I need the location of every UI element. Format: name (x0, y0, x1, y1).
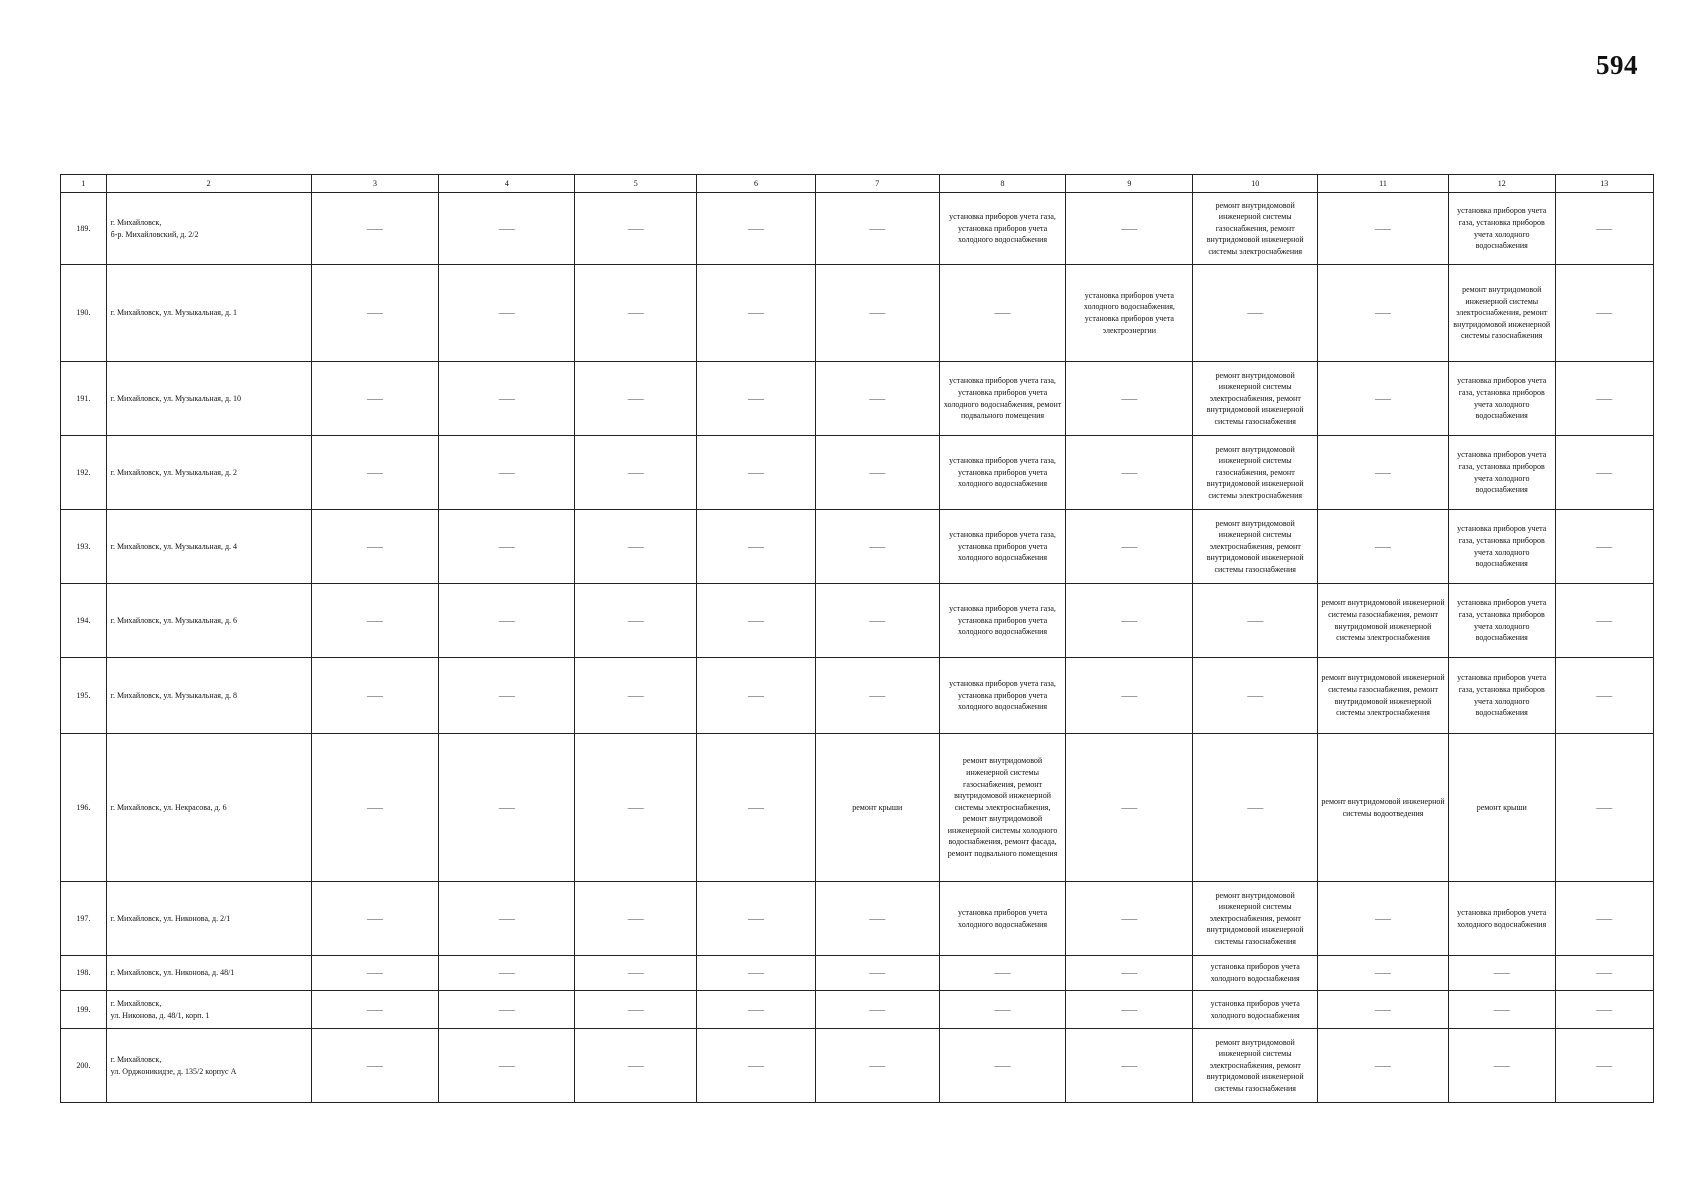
empty-dash-cell: —— (1066, 956, 1193, 991)
address-cell: г. Михайловск, ул. Музыкальная, д. 6 (106, 584, 311, 658)
empty-dash-cell: —— (1555, 956, 1654, 991)
empty-dash-cell: —— (439, 658, 575, 734)
empty-dash-cell: —— (1318, 882, 1449, 956)
empty-dash-cell: —— (1555, 882, 1654, 956)
empty-dash-cell: —— (697, 362, 816, 436)
empty-dash-cell: —— (1066, 734, 1193, 882)
work-description-cell: установка приборов учета газа, установка приборов учета холодного водоснабжения (1448, 584, 1555, 658)
empty-dash-cell: —— (1066, 362, 1193, 436)
empty-dash-cell: —— (815, 193, 939, 265)
table-container (60, 174, 1654, 1103)
table-row (61, 956, 1654, 991)
empty-dash-cell: —— (439, 193, 575, 265)
work-description-cell: установка приборов учета газа, установка приборов учета холодного водоснабжения, ремонт подвального помещения (939, 362, 1066, 436)
work-description-cell: установка приборов учета газа, установка приборов учета холодного водоснабжения (1448, 193, 1555, 265)
empty-dash-cell: —— (939, 956, 1066, 991)
empty-dash-cell: —— (815, 510, 939, 584)
empty-dash-cell: —— (439, 1029, 575, 1103)
work-description-cell: установка приборов учета газа, установка приборов учета холодного водоснабжения (1448, 510, 1555, 584)
empty-dash-cell: —— (311, 436, 439, 510)
table-row (61, 991, 1654, 1029)
data-table (60, 174, 1654, 1103)
work-description-cell: установка приборов учета холодного водоснабжения (1193, 956, 1318, 991)
row-number-cell: 191. (61, 362, 107, 436)
table-row (61, 193, 1654, 265)
table-row (61, 882, 1654, 956)
row-number-cell: 200. (61, 1029, 107, 1103)
empty-dash-cell: —— (575, 193, 697, 265)
empty-dash-cell: —— (575, 991, 697, 1029)
address-cell: г. Михайловск, б-р. Михайловский, д. 2/2 (106, 193, 311, 265)
column-header-10: 10 (1193, 175, 1318, 193)
empty-dash-cell: —— (439, 991, 575, 1029)
empty-dash-cell: —— (1555, 362, 1654, 436)
empty-dash-cell: —— (439, 882, 575, 956)
work-description-cell: ремонт внутридомовой инженерной системы газоснабжения, ремонт внутридомовой инженерной системы электроснабжения (1193, 193, 1318, 265)
empty-dash-cell: —— (697, 510, 816, 584)
empty-dash-cell: —— (1066, 193, 1193, 265)
empty-dash-cell: —— (575, 1029, 697, 1103)
empty-dash-cell: —— (1066, 436, 1193, 510)
empty-dash-cell: —— (311, 734, 439, 882)
column-header-9: 9 (1066, 175, 1193, 193)
empty-dash-cell: —— (939, 991, 1066, 1029)
table-row (61, 1029, 1654, 1103)
empty-dash-cell: —— (575, 584, 697, 658)
empty-dash-cell: —— (1555, 510, 1654, 584)
empty-dash-cell: —— (575, 362, 697, 436)
row-number-cell: 194. (61, 584, 107, 658)
empty-dash-cell: —— (815, 362, 939, 436)
work-description-cell: ремонт внутридомовой инженерной системы электроснабжения, ремонт внутридомовой инженерной системы газоснабжения (1193, 510, 1318, 584)
empty-dash-cell: —— (439, 584, 575, 658)
empty-dash-cell: —— (311, 1029, 439, 1103)
table-row (61, 265, 1654, 362)
empty-dash-cell: —— (1318, 956, 1449, 991)
column-header-11: 11 (1318, 175, 1449, 193)
empty-dash-cell: —— (815, 991, 939, 1029)
empty-dash-cell: —— (1448, 956, 1555, 991)
table-body (61, 193, 1654, 1103)
work-description-cell: ремонт внутридомовой инженерной системы газоснабжения, ремонт внутридомовой инженерной системы электроснабжения (1193, 436, 1318, 510)
work-description-cell: ремонт внутридомовой инженерной системы электроснабжения, ремонт внутридомовой инженерной системы газоснабжения (1193, 882, 1318, 956)
table-row (61, 510, 1654, 584)
empty-dash-cell: —— (1318, 193, 1449, 265)
empty-dash-cell: —— (697, 265, 816, 362)
empty-dash-cell: —— (1066, 991, 1193, 1029)
address-cell: г. Михайловск, ул. Музыкальная, д. 2 (106, 436, 311, 510)
work-description-cell: установка приборов учета газа, установка приборов учета холодного водоснабжения (1448, 658, 1555, 734)
empty-dash-cell: —— (815, 1029, 939, 1103)
empty-dash-cell: —— (1066, 882, 1193, 956)
empty-dash-cell: —— (311, 362, 439, 436)
row-number-cell: 189. (61, 193, 107, 265)
empty-dash-cell: —— (1555, 584, 1654, 658)
table-row (61, 734, 1654, 882)
address-cell: г. Михайловск, ул. Никонова, д. 48/1, корп. 1 (106, 991, 311, 1029)
column-header-6: 6 (697, 175, 816, 193)
work-description-cell: ремонт крыши (815, 734, 939, 882)
work-description-cell: установка приборов учета холодного водоснабжения (1193, 991, 1318, 1029)
empty-dash-cell: —— (1066, 510, 1193, 584)
table-row (61, 362, 1654, 436)
address-cell: г. Михайловск, ул. Музыкальная, д. 1 (106, 265, 311, 362)
empty-dash-cell: —— (1555, 265, 1654, 362)
empty-dash-cell: —— (311, 658, 439, 734)
work-description-cell: установка приборов учета газа, установка приборов учета холодного водоснабжения (1448, 362, 1555, 436)
work-description-cell: установка приборов учета газа, установка приборов учета холодного водоснабжения (939, 436, 1066, 510)
table-row (61, 436, 1654, 510)
empty-dash-cell: —— (1555, 658, 1654, 734)
empty-dash-cell: —— (439, 436, 575, 510)
work-description-cell: установка приборов учета холодного водоснабжения (1448, 882, 1555, 956)
empty-dash-cell: —— (1193, 734, 1318, 882)
column-header-7: 7 (815, 175, 939, 193)
column-header-8: 8 (939, 175, 1066, 193)
work-description-cell: установка приборов учета газа, установка приборов учета холодного водоснабжения (939, 584, 1066, 658)
empty-dash-cell: —— (1193, 584, 1318, 658)
work-description-cell: установка приборов учета газа, установка приборов учета холодного водоснабжения (939, 658, 1066, 734)
empty-dash-cell: —— (1318, 1029, 1449, 1103)
empty-dash-cell: —— (697, 436, 816, 510)
empty-dash-cell: —— (1318, 991, 1449, 1029)
empty-dash-cell: —— (1318, 436, 1449, 510)
address-cell: г. Михайловск, ул. Орджоникидзе, д. 135/2 корпус А (106, 1029, 311, 1103)
empty-dash-cell: —— (311, 193, 439, 265)
work-description-cell: ремонт внутридомовой инженерной системы водоотведения (1318, 734, 1449, 882)
column-header-5: 5 (575, 175, 697, 193)
address-cell: г. Михайловск, ул. Музыкальная, д. 4 (106, 510, 311, 584)
row-number-cell: 199. (61, 991, 107, 1029)
empty-dash-cell: —— (815, 658, 939, 734)
empty-dash-cell: —— (439, 956, 575, 991)
empty-dash-cell: —— (1555, 991, 1654, 1029)
empty-dash-cell: —— (1555, 436, 1654, 510)
row-number-cell: 190. (61, 265, 107, 362)
empty-dash-cell: —— (697, 584, 816, 658)
page-number: 594 (1596, 50, 1638, 80)
empty-dash-cell: —— (697, 956, 816, 991)
empty-dash-cell: —— (939, 265, 1066, 362)
empty-dash-cell: —— (815, 584, 939, 658)
empty-dash-cell: —— (575, 882, 697, 956)
empty-dash-cell: —— (439, 510, 575, 584)
empty-dash-cell: —— (1066, 584, 1193, 658)
empty-dash-cell: —— (439, 362, 575, 436)
empty-dash-cell: —— (311, 882, 439, 956)
empty-dash-cell: —— (1193, 265, 1318, 362)
work-description-cell: установка приборов учета газа, установка приборов учета холодного водоснабжения (939, 193, 1066, 265)
empty-dash-cell: —— (815, 436, 939, 510)
empty-dash-cell: —— (815, 882, 939, 956)
empty-dash-cell: —— (1066, 658, 1193, 734)
empty-dash-cell: —— (575, 658, 697, 734)
column-header-3: 3 (311, 175, 439, 193)
empty-dash-cell: —— (311, 584, 439, 658)
work-description-cell: ремонт внутридомовой инженерной системы газоснабжения, ремонт внутридомовой инженерной системы электроснабжения (1318, 584, 1449, 658)
empty-dash-cell: —— (575, 510, 697, 584)
empty-dash-cell: —— (1555, 1029, 1654, 1103)
empty-dash-cell: —— (439, 265, 575, 362)
empty-dash-cell: —— (1555, 734, 1654, 882)
empty-dash-cell: —— (311, 991, 439, 1029)
empty-dash-cell: —— (697, 658, 816, 734)
column-header-4: 4 (439, 175, 575, 193)
work-description-cell: установка приборов учета холодного водоснабжения, установка приборов учета электроэнергии (1066, 265, 1193, 362)
work-description-cell: ремонт внутридомовой инженерной системы газоснабжения, ремонт внутридомовой инженерной системы электроснабжения (1318, 658, 1449, 734)
column-header-12: 12 (1448, 175, 1555, 193)
empty-dash-cell: —— (1193, 658, 1318, 734)
row-number-cell: 193. (61, 510, 107, 584)
empty-dash-cell: —— (697, 1029, 816, 1103)
row-number-cell: 196. (61, 734, 107, 882)
empty-dash-cell: —— (1448, 1029, 1555, 1103)
row-number-cell: 195. (61, 658, 107, 734)
work-description-cell: установка приборов учета газа, установка приборов учета холодного водоснабжения (1448, 436, 1555, 510)
empty-dash-cell: —— (1448, 991, 1555, 1029)
empty-dash-cell: —— (1066, 1029, 1193, 1103)
work-description-cell: ремонт крыши (1448, 734, 1555, 882)
row-number-cell: 198. (61, 956, 107, 991)
empty-dash-cell: —— (1318, 265, 1449, 362)
empty-dash-cell: —— (697, 882, 816, 956)
empty-dash-cell: —— (311, 265, 439, 362)
row-number-cell: 192. (61, 436, 107, 510)
empty-dash-cell: —— (311, 510, 439, 584)
empty-dash-cell: —— (697, 193, 816, 265)
table-row (61, 658, 1654, 734)
empty-dash-cell: —— (1318, 510, 1449, 584)
work-description-cell: ремонт внутридомовой инженерной системы электроснабжения, ремонт внутридомовой инженерной системы газоснабжения (1193, 1029, 1318, 1103)
empty-dash-cell: —— (815, 265, 939, 362)
address-cell: г. Михайловск, ул. Музыкальная, д. 8 (106, 658, 311, 734)
column-header-2: 2 (106, 175, 311, 193)
empty-dash-cell: —— (439, 734, 575, 882)
empty-dash-cell: —— (575, 436, 697, 510)
work-description-cell: ремонт внутридомовой инженерной системы электроснабжения, ремонт внутридомовой инженерной системы газоснабжения (1448, 265, 1555, 362)
header-row (61, 175, 1654, 193)
column-header-13: 13 (1555, 175, 1654, 193)
column-header-1: 1 (61, 175, 107, 193)
address-cell: г. Михайловск, ул. Никонова, д. 48/1 (106, 956, 311, 991)
empty-dash-cell: —— (575, 265, 697, 362)
work-description-cell: ремонт внутридомовой инженерной системы электроснабжения, ремонт внутридомовой инженерной системы газоснабжения (1193, 362, 1318, 436)
table-row (61, 584, 1654, 658)
empty-dash-cell: —— (575, 956, 697, 991)
empty-dash-cell: —— (311, 956, 439, 991)
empty-dash-cell: —— (1318, 362, 1449, 436)
empty-dash-cell: —— (697, 991, 816, 1029)
work-description-cell: установка приборов учета газа, установка приборов учета холодного водоснабжения (939, 510, 1066, 584)
address-cell: г. Михайловск, ул. Никонова, д. 2/1 (106, 882, 311, 956)
empty-dash-cell: —— (815, 956, 939, 991)
empty-dash-cell: —— (575, 734, 697, 882)
empty-dash-cell: —— (697, 734, 816, 882)
empty-dash-cell: —— (1555, 193, 1654, 265)
empty-dash-cell: —— (939, 1029, 1066, 1103)
address-cell: г. Михайловск, ул. Некрасова, д. 6 (106, 734, 311, 882)
table-header (61, 175, 1654, 193)
work-description-cell: установка приборов учета холодного водоснабжения (939, 882, 1066, 956)
address-cell: г. Михайловск, ул. Музыкальная, д. 10 (106, 362, 311, 436)
row-number-cell: 197. (61, 882, 107, 956)
work-description-cell: ремонт внутридомовой инженерной системы газоснабжения, ремонт внутридомовой инженерной системы электроснабжения, ремонт внутридомовой инженерной системы холодного водоснабжения, ремонт фасада, ремонт подвального помещения (939, 734, 1066, 882)
